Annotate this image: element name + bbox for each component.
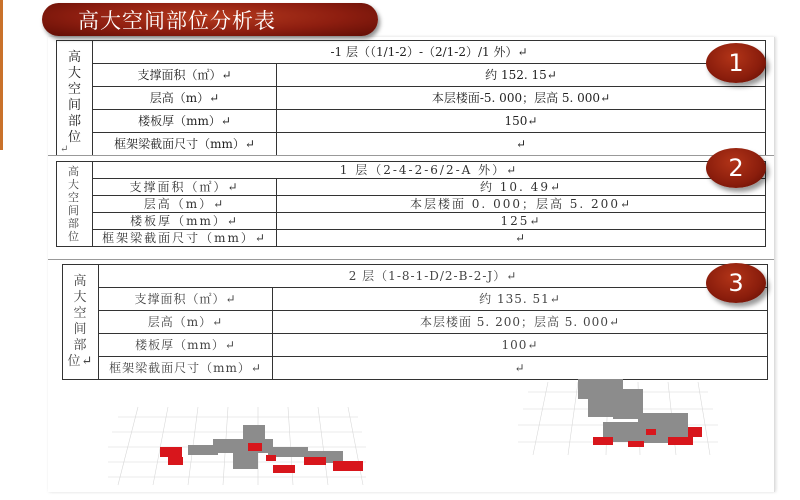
number-badge-2: 2 (706, 148, 766, 188)
table-3-value-height: 本层楼面 5. 200；层高 5. 000↵ (273, 311, 768, 334)
plan-slab (578, 379, 688, 443)
table-1-label-beam: 框架梁截面尺寸（mm）↵ (93, 133, 277, 156)
table-2-header: 1 层（2-4-2-6/2-A 外）↵ (93, 162, 766, 179)
table-1-value-area: 约 152. 15↵ (277, 64, 766, 87)
table-3-label-area: 支撑面积（㎡）↵ (99, 288, 273, 311)
table-3-value-slab: 100↵ (273, 334, 768, 357)
table-1-value-height: 本层楼面-5. 000；层高 5. 000↵ (277, 87, 766, 110)
number-badge-3: 3 (706, 263, 766, 303)
table-1-value-beam: ↵ (277, 133, 766, 156)
table-2-value-beam: ↵ (277, 230, 766, 247)
table-2-label-height: 层高（m）↵ (93, 196, 277, 213)
table-1-label-height: 层高（m）↵ (93, 87, 277, 110)
table-2-value-area: 约 10. 49↵ (277, 179, 766, 196)
table-2-value-height: 本层楼面 0. 000；层高 5. 200↵ (277, 196, 766, 213)
left-accent-rule (0, 0, 3, 150)
table-3-vertical-label: 高 大 空 间 部 位↵ (63, 265, 99, 380)
table-2-label-beam: 框架梁截面尺寸（mm）↵ (93, 230, 277, 247)
table-2-label-slab: 楼板厚（mm）↵ (93, 213, 277, 230)
table-3-value-beam: ↵ (273, 357, 768, 380)
table-3-header: 2 层（1-8-1-D/2-B-2-J）↵ (99, 265, 768, 288)
table-3-label-beam: 框架梁截面尺寸（mm）↵ (99, 357, 273, 380)
table-3 (62, 264, 768, 380)
page-title: 高大空间部位分析表 (42, 3, 378, 36)
table-3-label-height: 层高（m）↵ (99, 311, 273, 334)
table-1-header: -1 层（（1/1-2）-（2/1-2）/1 外）↵ (93, 41, 766, 64)
table-1-label-area: 支撑面积（㎡）↵ (93, 64, 277, 87)
number-badge-1: 1 (706, 43, 766, 83)
document-sheet (48, 37, 775, 492)
table-1-vertical-label: 高 大 空 间 部 位 (57, 41, 93, 156)
floor-plan-left (108, 377, 368, 487)
paragraph-mark: ↵ (60, 144, 69, 155)
table-1-value-slab: 150↵ (277, 110, 766, 133)
table-2-vertical-label: 高 大 空 间 部 位 (57, 162, 93, 247)
table-2-label-area: 支撑面积（㎡）↵ (93, 179, 277, 196)
table-2 (56, 161, 766, 247)
table-2-value-slab: 125↵ (277, 213, 766, 230)
separator (48, 155, 774, 156)
table-1-label-slab: 楼板厚（mm）↵ (93, 110, 277, 133)
table-1 (56, 40, 766, 156)
floor-plan-right (518, 367, 718, 457)
table-3-value-area: 约 135. 51↵ (273, 288, 768, 311)
separator (48, 259, 774, 260)
table-3-label-slab: 楼板厚（mm）↵ (99, 334, 273, 357)
